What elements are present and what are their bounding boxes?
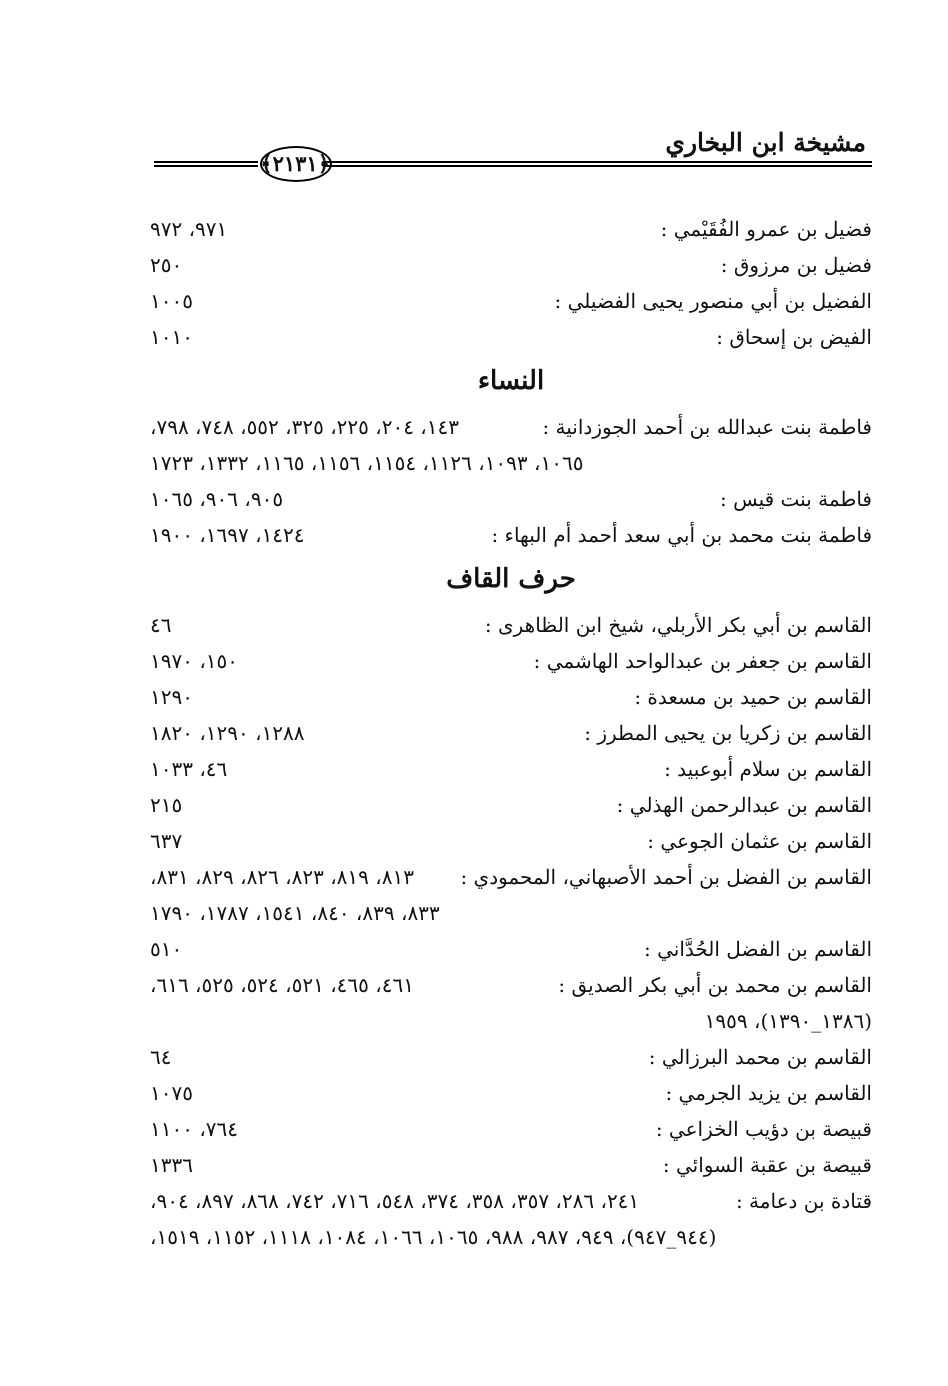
- entry-refs: ٩٧١، ٩٧٢: [150, 217, 228, 241]
- index-entry: [150, 787, 872, 823]
- index-entry: [150, 283, 872, 319]
- header-rule-right: [324, 161, 872, 167]
- entry-name: فاطمة بنت عبدالله بن أحمد الجوزدانية :: [542, 415, 872, 439]
- entry-refs-continued: (١٣٨٦_١٣٩٠)، ١٩٥٩: [704, 1009, 872, 1033]
- index-entry: [150, 859, 872, 895]
- index-entry: [150, 1111, 872, 1147]
- entry-name: فاطمة بنت قيس :: [719, 487, 872, 511]
- entry-name: القاسم بن محمد البرزالي :: [648, 1045, 872, 1069]
- entry-refs: ١٢٩٠: [150, 685, 193, 709]
- entry-refs: ١٠٠٥: [150, 289, 193, 313]
- index-entry: [150, 679, 872, 715]
- index-entry: [150, 607, 872, 643]
- entry-refs: ٢٥٠: [150, 253, 183, 277]
- entry-refs: ٦٤: [150, 1045, 172, 1069]
- entry-refs: ١٢٨٨، ١٢٩٠، ١٨٢٠: [150, 721, 305, 745]
- entry-name: القاسم بن محمد بن أبي بكر الصديق :: [558, 973, 872, 997]
- entry-refs: ٩٠٥، ٩٠٦، ١٠٦٥: [150, 487, 284, 511]
- entry-refs: ٦٣٧: [150, 829, 183, 853]
- index-entry: [150, 823, 872, 859]
- entry-name: فضيل بن عمرو الفُقَيْمي :: [660, 217, 872, 241]
- entry-name: القاسم بن زكريا بن يحيى المطرز :: [584, 721, 872, 745]
- entry-refs: ١٣٣٦: [150, 1153, 193, 1177]
- book-title: مشيخة ابن البخاري: [665, 128, 866, 157]
- index-content: [150, 211, 872, 1255]
- index-entry: [150, 967, 872, 1003]
- entry-refs: ٨١٣، ٨١٩، ٨٢٣، ٨٢٦، ٨٢٩، ٨٣١،: [150, 865, 414, 889]
- entry-refs: ١٤٣، ٢٠٤، ٢٢٥، ٣٢٥، ٥٥٢، ٧٤٨، ٧٩٨،: [150, 415, 459, 439]
- index-entry: [150, 643, 872, 679]
- entry-refs: ٧٦٤، ١١٠٠: [150, 1117, 239, 1141]
- index-entry: [150, 211, 872, 247]
- index-entry: [150, 247, 872, 283]
- entry-refs: ٢١٥: [150, 793, 183, 817]
- index-entry: [150, 517, 872, 553]
- entry-refs: ٤٦، ١٠٣٣: [150, 757, 228, 781]
- entry-refs: ٤٦: [150, 613, 172, 637]
- entry-name: القاسم بن الفضل الحُدَّاني :: [644, 937, 872, 961]
- entry-refs: ١٤٢٤، ١٦٩٧، ١٩٠٠: [150, 523, 305, 547]
- entry-refs-continued: ١٠٦٥، ١٠٩٣، ١١٢٦، ١١٥٤، ١١٥٦، ١١٦٥، ١٣٣٢، ١٧٢٣: [150, 451, 584, 475]
- index-entry: [150, 1147, 872, 1183]
- entry-refs-continued: (٩٤٤_٩٤٧)، ٩٤٩، ٩٨٧، ٩٨٨، ١٠٦٥، ١٠٦٦، ١٠٨٤، ١١١٨، ١١٥٢، ١٥١٩،: [150, 1225, 717, 1249]
- index-entry: [150, 715, 872, 751]
- entry-name: فضيل بن مرزوق :: [720, 253, 872, 277]
- entry-name: قتادة بن دعامة :: [735, 1189, 872, 1213]
- entry-name: القاسم بن جعفر بن عبدالواحد الهاشمي :: [533, 649, 872, 673]
- entry-name: قبيصة بن عقبة السوائي :: [662, 1153, 872, 1177]
- section-title-women: النساء: [477, 366, 545, 396]
- entry-refs: ١٠٧٥: [150, 1081, 193, 1105]
- entry-name: القاسم بن عثمان الجوعي :: [647, 829, 872, 853]
- entry-name: الفيض بن إسحاق :: [716, 325, 872, 349]
- index-entry: [150, 409, 872, 445]
- page-header: [150, 128, 872, 198]
- entry-name: القاسم بن عبدالرحمن الهذلي :: [616, 793, 872, 817]
- entry-refs: ١٠١٠: [150, 325, 193, 349]
- entry-name: قبيصة بن دؤيب الخزاعي :: [655, 1117, 872, 1141]
- index-entry: [150, 319, 872, 355]
- entry-name: فاطمة بنت محمد بن أبي سعد أحمد أم البهاء :: [491, 523, 872, 547]
- entry-name: القاسم بن يزيد الجرمي :: [665, 1081, 872, 1105]
- index-entry: [150, 1075, 872, 1111]
- entry-refs: ٢٤١، ٢٨٦، ٣٥٧، ٣٥٨، ٣٧٤، ٥٤٨، ٧١٦، ٧٤٢، ٨٦٨، ٨٩٧، ٩٠٤،: [150, 1189, 640, 1213]
- entry-refs: ٥١٠: [150, 937, 183, 961]
- entry-name: القاسم بن حميد بن مسعدة :: [634, 685, 872, 709]
- index-entry: [150, 751, 872, 787]
- entry-name: القاسم بن سلام أبوعبيد :: [664, 757, 872, 781]
- entry-refs: ١٥٠، ١٩٧٠: [150, 649, 239, 673]
- entry-name: القاسم بن الفضل بن أحمد الأصبهاني، المحمودي :: [460, 865, 872, 889]
- page-number: ﴿٢١٣١﴾: [260, 146, 332, 182]
- header-rule-left: [154, 161, 258, 167]
- entry-name: الفضيل بن أبي منصور يحيى الفضيلي :: [554, 289, 872, 313]
- index-entry: [150, 931, 872, 967]
- section-title-qaf: حرف القاف: [446, 564, 576, 594]
- entry-refs: ٤٦١، ٤٦٥، ٥٢١، ٥٢٤، ٥٢٥، ٦١٦،: [150, 973, 414, 997]
- entry-refs-continued: ٨٣٣، ٨٣٩، ٨٤٠، ١٥٤١، ١٧٨٧، ١٧٩٠: [150, 901, 440, 925]
- entry-name: القاسم بن أبي بكر الأربلي، شيخ ابن الظاهرى :: [484, 613, 872, 637]
- index-page: [150, 0, 872, 1386]
- index-entry: [150, 1183, 872, 1219]
- index-entry: [150, 481, 872, 517]
- index-entry: [150, 1039, 872, 1075]
